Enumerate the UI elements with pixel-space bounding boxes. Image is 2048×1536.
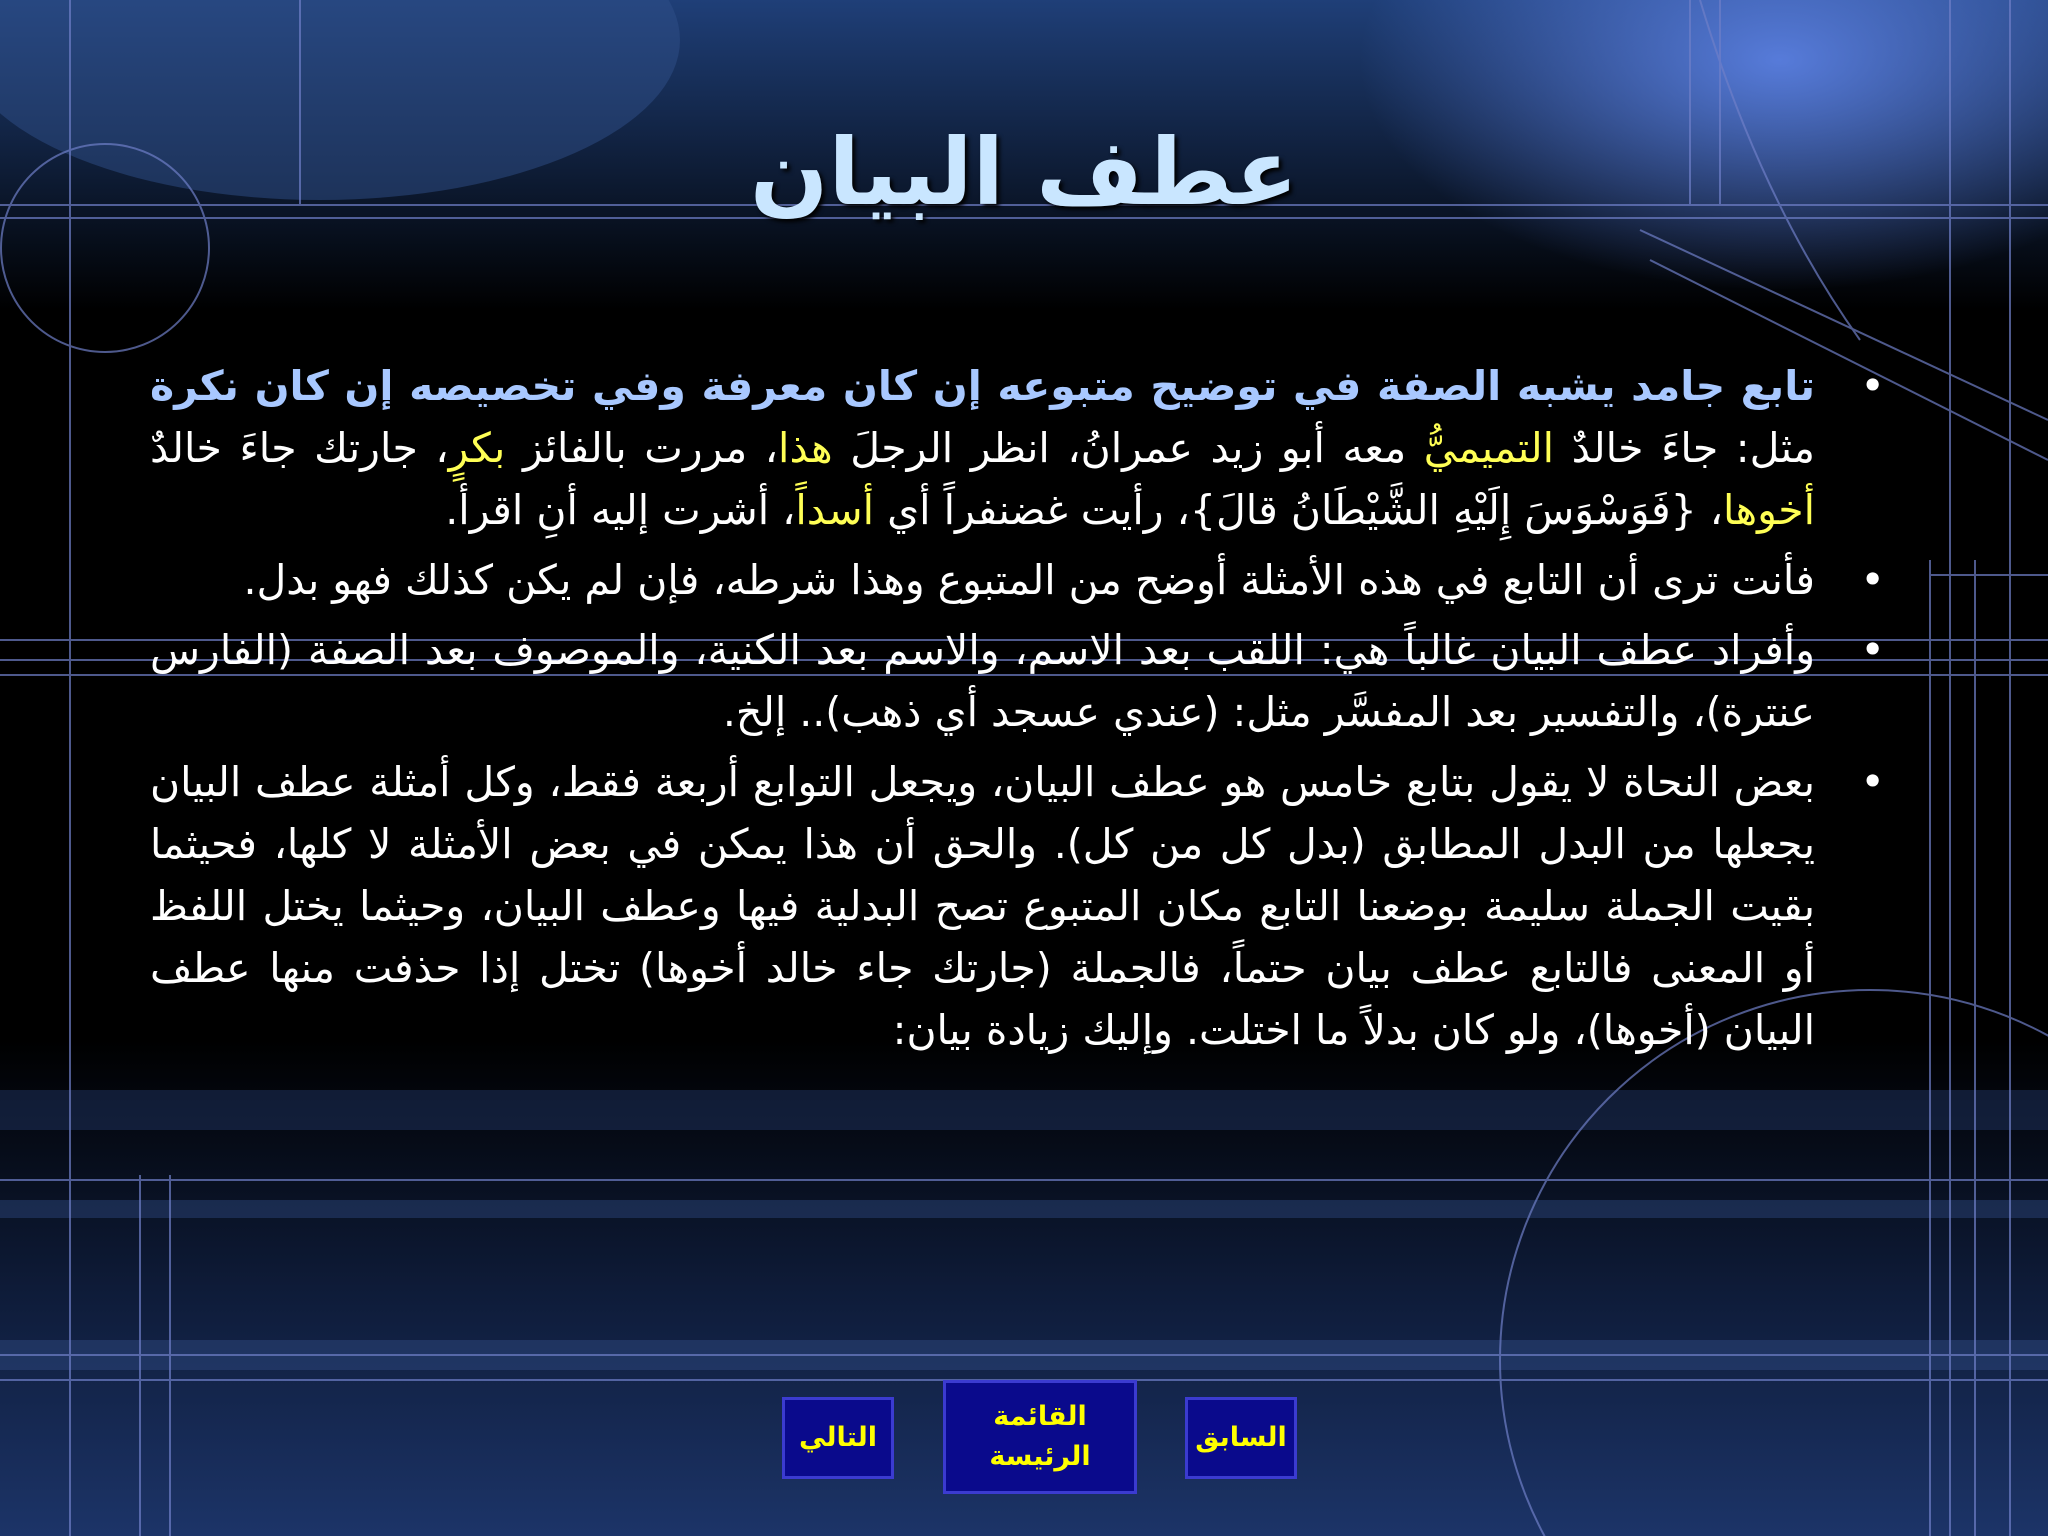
- text-segment: وأفراد عطف البيان غالباً هي: اللقب بعد الاسم، والاسم بعد الكنية، والموصوف بعد الصفة (الفارس عنترة)، والتفسير بعد المفسَّر مثل: (عندي عسجد أي ذهب).. إلخ.: [150, 626, 1815, 736]
- text-segment: ، {فَوَسْوَسَ إِلَيْهِ الشَّيْطَانُ قالَ}، رأيت غضنفراً أي: [874, 486, 1723, 534]
- bullet-list: [150, 355, 1815, 1061]
- next-button[interactable]: التالي: [782, 1397, 894, 1479]
- text-segment: ، جارتك جاءَ خالدٌ: [150, 424, 449, 472]
- text-segment: بعض النحاة لا يقول بتابع خامس هو عطف البيان، ويجعل التوابع أربعة فقط، وكل أمثلة عطف البيان يجعلها من البدل المطابق (بدل كل من كل). والحق أن هذا يمكن في بعض الأمثلة لا كلها، فحيثما بقيت الجملة سليمة بوضعنا التابع مكان المتبوع تصح البدلية فيها وعطف البيان، وحيثما يختل اللفظ أو المعنى فالتابع عطف بيان حتماً، فالجملة (جارتك جاء خالد أخوها) تختل إذا حذفت منها عطف البيان (أخوها)، ولو كان بدلاً ما اختلت. وإليك زيادة بيان:: [150, 758, 1815, 1054]
- bullet-item: [150, 549, 1815, 611]
- previous-button[interactable]: السابق: [1185, 1397, 1297, 1479]
- highlight-word: التميميُّ: [1423, 424, 1554, 472]
- definition-text: تابع جامد يشبه الصفة في توضيح متبوعه إن كان معرفة وفي تخصيصه إن كان نكرة: [150, 362, 1815, 410]
- highlight-word: أسداً: [795, 486, 875, 534]
- highlight-word: بكرٍ: [448, 424, 506, 472]
- text-segment: مثل: جاءَ خالدٌ: [1554, 424, 1815, 472]
- slide-content: [150, 355, 1815, 1069]
- bullet-item: [150, 751, 1815, 1061]
- text-segment: معه أبو زيد عمرانُ، انظر الرجلَ: [832, 424, 1424, 472]
- bullet-item: [150, 619, 1815, 743]
- main-menu-button[interactable]: القائمة الرئيسة: [943, 1380, 1137, 1494]
- highlight-word: هذا: [778, 424, 833, 472]
- highlight-word: أخوها: [1722, 486, 1815, 534]
- bullet-item: [150, 355, 1815, 541]
- text-segment: ، أشرت إليه أنِ اقرأ.: [445, 486, 796, 534]
- text-segment: ، مررت بالفائز: [505, 424, 779, 472]
- text-segment: فأنت ترى أن التابع في هذه الأمثلة أوضح من المتبوع وهذا شرطه، فإن لم يكن كذلك فهو بدل.: [243, 556, 1815, 604]
- slide-title: عطف البيان: [749, 119, 1299, 226]
